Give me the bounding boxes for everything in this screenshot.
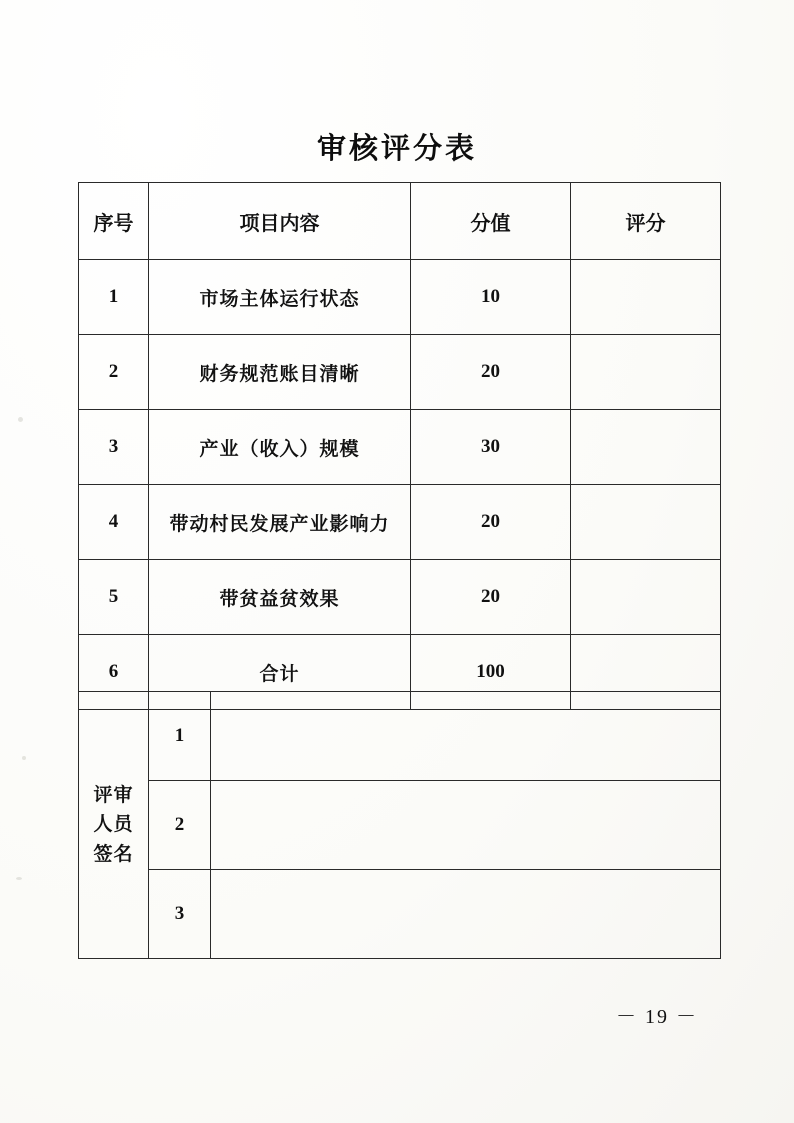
signature-label bbox=[79, 692, 149, 959]
cell-seq: 2 bbox=[79, 335, 149, 410]
signature-row bbox=[79, 692, 721, 781]
cell-score: 20 bbox=[411, 335, 571, 410]
signature-label-line-3: 签名 bbox=[93, 843, 134, 865]
signature-table bbox=[78, 691, 721, 959]
score-table bbox=[78, 182, 721, 710]
table-row bbox=[79, 485, 721, 560]
cell-item: 财务规范账目清晰 bbox=[149, 335, 411, 410]
signature-field[interactable] bbox=[211, 692, 721, 781]
signature-row bbox=[79, 781, 721, 870]
table-row bbox=[79, 335, 721, 410]
cell-item: 产业（收入）规模 bbox=[149, 410, 411, 485]
cell-score: 20 bbox=[411, 485, 571, 560]
signature-field[interactable] bbox=[211, 781, 721, 870]
column-header-item: 项目内容 bbox=[149, 183, 411, 260]
cell-seq: 6 bbox=[79, 635, 149, 710]
table-row bbox=[79, 410, 721, 485]
cell-rating[interactable] bbox=[571, 410, 721, 485]
signature-index: 1 bbox=[149, 692, 211, 781]
cell-score: 10 bbox=[411, 260, 571, 335]
cell-seq: 5 bbox=[79, 560, 149, 635]
signature-label-line-1: 评审 bbox=[93, 784, 134, 806]
signature-index: 2 bbox=[149, 781, 211, 870]
page-title: 审核评分表 bbox=[316, 133, 477, 165]
cell-rating[interactable] bbox=[571, 335, 721, 410]
signature-label-line-2: 人员 bbox=[93, 814, 134, 836]
cell-score: 30 bbox=[411, 410, 571, 485]
cell-rating[interactable] bbox=[571, 560, 721, 635]
cell-rating[interactable] bbox=[571, 485, 721, 560]
cell-score-total: 100 bbox=[411, 635, 571, 710]
page-number: － 19 － bbox=[616, 1006, 698, 1028]
signature-index: 3 bbox=[149, 870, 211, 959]
cell-seq: 1 bbox=[79, 260, 149, 335]
cell-item: 带动村民发展产业影响力 bbox=[149, 485, 411, 560]
cell-item: 带贫益贫效果 bbox=[149, 560, 411, 635]
cell-item: 市场主体运行状态 bbox=[149, 260, 411, 335]
column-header-rating: 评分 bbox=[571, 183, 721, 260]
table-row bbox=[79, 260, 721, 335]
table-header-row bbox=[79, 183, 721, 260]
cell-rating[interactable] bbox=[571, 260, 721, 335]
signature-field[interactable] bbox=[211, 870, 721, 959]
cell-item-total: 合计 bbox=[149, 635, 411, 710]
table-row bbox=[79, 560, 721, 635]
column-header-seq: 序号 bbox=[79, 183, 149, 260]
signature-row bbox=[79, 870, 721, 959]
cell-seq: 4 bbox=[79, 485, 149, 560]
cell-seq: 3 bbox=[79, 410, 149, 485]
column-header-score: 分值 bbox=[411, 183, 571, 260]
cell-score: 20 bbox=[411, 560, 571, 635]
